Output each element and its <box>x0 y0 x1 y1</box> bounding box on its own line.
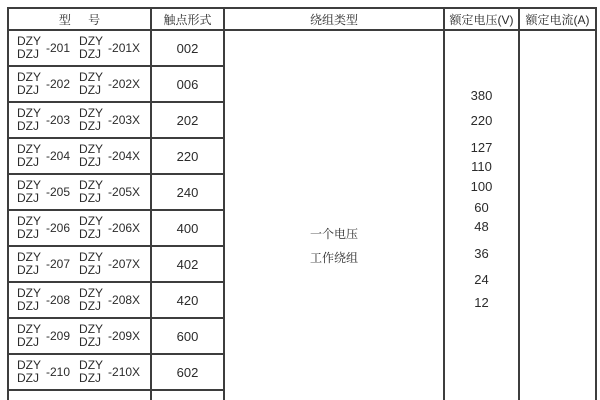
model-base: -202 <box>46 77 71 91</box>
model-variant-group <box>79 179 140 205</box>
model-base-group <box>17 35 70 61</box>
model-variant-group <box>79 107 140 133</box>
model-variant-group <box>79 287 140 313</box>
model-cell-row7 <box>9 247 152 283</box>
model-variant: -205X <box>108 185 141 199</box>
model-base-group <box>17 251 70 277</box>
brand-bottom: DZJ <box>17 83 39 97</box>
contact-form-cell-row8: 420 <box>152 283 225 319</box>
voltage-value: 12 <box>474 295 489 310</box>
model-base: -203 <box>46 113 71 127</box>
model-base: -205 <box>46 185 71 199</box>
brand-bottom: DZJ <box>79 299 102 313</box>
brand-top: DZY <box>17 358 41 372</box>
voltage-value: 60 <box>474 200 489 215</box>
brand-bottom: DZJ <box>17 191 39 205</box>
model-variant-group <box>79 215 140 241</box>
model-variant-group <box>79 143 140 169</box>
brand-bottom: DZJ <box>17 263 39 277</box>
brand-top: DZY <box>17 250 41 264</box>
brand-top: DZY <box>17 106 41 120</box>
model-cell-row1 <box>9 31 152 67</box>
voltage-value: 24 <box>474 272 489 287</box>
model-variant: -201X <box>108 41 141 55</box>
model-variant-group <box>79 323 140 349</box>
voltage-value: 48 <box>474 219 489 234</box>
voltage-value: 220 <box>470 113 493 128</box>
model-base: -204 <box>46 149 71 163</box>
model-variant-group <box>79 251 140 277</box>
model-cell-row3 <box>9 103 152 139</box>
contact-form-cell-row1: 002 <box>152 31 225 67</box>
model-variant: -207X <box>108 257 141 271</box>
model-base: -210 <box>46 365 71 379</box>
model-base: -206 <box>46 221 71 235</box>
partial-row-contact-cell <box>152 391 225 400</box>
voltage-value: 127 <box>470 140 493 155</box>
brand-bottom: DZJ <box>17 119 39 133</box>
contact-form-cell-row10: 602 <box>152 355 225 391</box>
contact-form-cell-row7: 402 <box>152 247 225 283</box>
brand-top: DZY <box>17 214 41 228</box>
brand-bottom: DZJ <box>17 299 39 313</box>
brand-top: DZY <box>17 178 41 192</box>
brand-bottom: DZJ <box>79 83 102 97</box>
brand-top: DZY <box>17 322 41 336</box>
model-cell-row9 <box>9 319 152 355</box>
model-base-group <box>17 215 70 241</box>
model-variant: -204X <box>108 149 141 163</box>
brand-top: DZY <box>17 286 41 300</box>
brand-top: DZY <box>79 142 104 156</box>
rated-current-cell <box>520 31 597 400</box>
brand-top: DZY <box>79 358 104 372</box>
model-variant: -210X <box>108 365 141 379</box>
partial-row-model-cell <box>9 391 152 400</box>
relay-spec-table <box>7 7 597 400</box>
model-base-group <box>17 71 70 97</box>
model-variant: -209X <box>108 329 141 343</box>
model-base: -207 <box>46 257 71 271</box>
contact-form-cell-row3: 202 <box>152 103 225 139</box>
contact-form-cell-row5: 240 <box>152 175 225 211</box>
brand-bottom: DZJ <box>79 155 102 169</box>
brand-top: DZY <box>17 70 41 84</box>
brand-top: DZY <box>79 322 104 336</box>
col-header-rated-current: 额定电流(A) <box>520 9 597 31</box>
brand-bottom: DZJ <box>79 119 102 133</box>
brand-bottom: DZJ <box>79 335 102 349</box>
model-variant-group <box>79 71 140 97</box>
voltage-value: 100 <box>470 179 493 194</box>
brand-top: DZY <box>79 286 104 300</box>
voltage-value: 36 <box>474 246 489 261</box>
brand-bottom: DZJ <box>17 371 39 385</box>
model-base: -201 <box>46 41 71 55</box>
model-cell-row5 <box>9 175 152 211</box>
model-cell-row10 <box>9 355 152 391</box>
model-base-group <box>17 287 70 313</box>
col-header-rated-voltage: 额定电压(V) <box>445 9 520 31</box>
brand-top: DZY <box>79 106 104 120</box>
col-header-winding-type: 绕组类型 <box>225 9 445 31</box>
model-variant-group <box>79 35 140 61</box>
winding-type-line2: 工作绕组 <box>309 251 358 265</box>
winding-type-cell <box>225 31 445 400</box>
brand-bottom: DZJ <box>79 47 102 61</box>
model-cell-row2 <box>9 67 152 103</box>
voltage-value: 380 <box>470 88 493 103</box>
col-header-contact-form: 触点形式 <box>152 9 225 31</box>
contact-form-cell-row4: 220 <box>152 139 225 175</box>
brand-bottom: DZJ <box>79 191 102 205</box>
brand-top: DZY <box>17 142 41 156</box>
voltage-value: 110 <box>471 159 492 174</box>
brand-bottom: DZJ <box>17 227 39 241</box>
brand-bottom: DZJ <box>79 227 102 241</box>
brand-top: DZY <box>79 250 104 264</box>
brand-bottom: DZJ <box>17 335 39 349</box>
model-base-group <box>17 359 70 385</box>
brand-bottom: DZJ <box>17 155 39 169</box>
contact-form-cell-row2: 006 <box>152 67 225 103</box>
brand-top: DZY <box>79 214 104 228</box>
brand-top: DZY <box>79 34 104 48</box>
col-header-model: 型 号 <box>9 9 152 31</box>
model-variant: -203X <box>108 113 141 127</box>
model-base-group <box>17 179 70 205</box>
model-variant: -202X <box>108 77 141 91</box>
model-variant: -206X <box>108 221 141 235</box>
brand-bottom: DZJ <box>17 47 39 61</box>
model-variant-group <box>79 359 140 385</box>
brand-top: DZY <box>17 34 41 48</box>
model-cell-row4 <box>9 139 152 175</box>
brand-top: DZY <box>79 178 104 192</box>
brand-bottom: DZJ <box>79 371 102 385</box>
model-base-group <box>17 107 70 133</box>
brand-bottom: DZJ <box>79 263 102 277</box>
model-base-group <box>17 323 70 349</box>
contact-form-cell-row6: 400 <box>152 211 225 247</box>
model-base-group <box>17 143 70 169</box>
model-base: -209 <box>46 329 71 343</box>
model-cell-row6 <box>9 211 152 247</box>
winding-type-line1: 一个电压 <box>309 227 358 241</box>
model-cell-row8 <box>9 283 152 319</box>
rated-voltage-cell <box>445 31 520 400</box>
model-variant: -208X <box>108 293 141 307</box>
brand-top: DZY <box>79 70 104 84</box>
contact-form-cell-row9: 600 <box>152 319 225 355</box>
model-base: -208 <box>46 293 71 307</box>
